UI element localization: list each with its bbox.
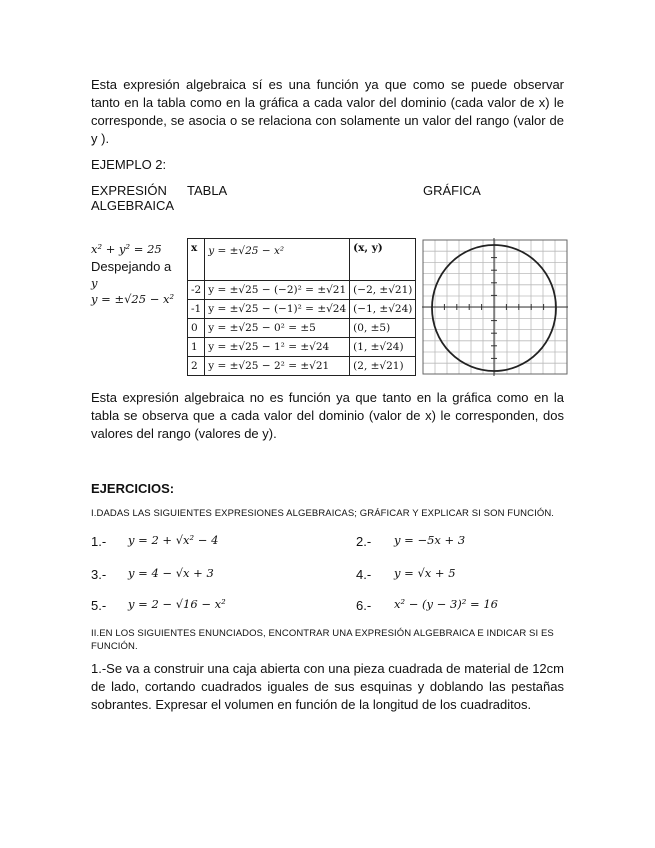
table-cell-y: y = ±√25 − 0² = ±5: [205, 319, 350, 338]
exercise-number: 3.-: [91, 567, 107, 582]
section-2-instructions: II.EN LOS SIGUIENTES ENUNCIADOS, ENCONTRAR UNA EXPRESIÓN ALGEBRAICA E INDICAR SI ES FUNCIÓN.: [91, 628, 554, 652]
table-cell-x: 0: [188, 319, 205, 338]
table-cell-point: (0, ±5): [350, 319, 416, 338]
solved-expression: y = ±√25 − x²: [91, 292, 175, 306]
paragraph-not-function: Esta expresión algebraica no es función ya que tanto en la gráfica como en la tabla se observa que a cada valor del dominio (valor de x) le corresponden, dos valores del rango (valores de y).: [91, 390, 564, 441]
exercise-number: 4.-: [356, 567, 372, 582]
table-row: [188, 338, 416, 357]
table-cell-x: -2: [188, 281, 205, 300]
table-cell-x: 1: [188, 338, 205, 357]
section-1-instructions: I.DADAS LAS SIGUIENTES EXPRESIONES ALGEBRAICAS; GRÁFICAR Y EXPLICAR SI SON FUNCIÓN.: [91, 508, 555, 519]
table-cell-y: y = ±√25 − 2² = ±√21: [205, 357, 350, 376]
header-expression: EXPRESIÓN: [91, 183, 167, 198]
solve-variable: y: [91, 276, 98, 290]
table-row: [188, 319, 416, 338]
table-row: [188, 300, 416, 319]
header-algebraic: ALGEBRAICA: [91, 198, 175, 213]
table-header-x: x: [188, 239, 205, 281]
solve-label: Despejando a: [91, 259, 172, 274]
example-title: EJEMPLO 2:: [91, 157, 167, 172]
exercises-title: EJERCICIOS:: [91, 481, 175, 496]
problem-1-text: 1.-Se va a construir una caja abierta con una pieza cuadrada de material de 12cm de lado, cortando cuadrados iguales de sus esquinas y doblando las pestañas sobrantes. Expresar el volumen en función de la longitud de los cuadraditos.: [91, 661, 564, 712]
table-cell-point: (1, ±√24): [350, 338, 416, 357]
exercise-expression: x² − (y − 3)² = 16: [394, 597, 498, 611]
table-row: [188, 357, 416, 376]
table-header-row: [188, 239, 416, 281]
circle-graph: [422, 238, 568, 376]
value-table: [187, 238, 416, 376]
exercise-expression: y = √x + 5: [394, 566, 456, 580]
expression-equation: x² + y² = 25: [91, 242, 162, 256]
table-cell-point: (2, ±√21): [350, 357, 416, 376]
table-cell-point: (−2, ±√21): [350, 281, 416, 300]
table-cell-y: y = ±√25 − 1² = ±√24: [205, 338, 350, 357]
table-cell-y: y = ±√25 − (−1)² = ±√24: [205, 300, 350, 319]
exercise-number: 6.-: [356, 598, 372, 613]
exercise-expression: y = 4 − √x + 3: [128, 566, 214, 580]
table-cell-x: -1: [188, 300, 205, 319]
header-table: TABLA: [187, 183, 228, 198]
table-row: [188, 281, 416, 300]
exercise-expression: y = −5x + 3: [394, 533, 466, 547]
exercise-number: 5.-: [91, 598, 107, 613]
paragraph-function-explanation: Esta expresión algebraica sí es una función ya que como se puede observar tanto en la tabla como en la gráfica a cada valor del dominio (cada valor de x) le corresponde, se asocia o se relaciona con solamente un valor del rango (valor de y ).: [91, 77, 564, 146]
table-cell-x: 2: [188, 357, 205, 376]
exercise-expression: y = 2 + √x² − 4: [128, 533, 219, 547]
header-graph: GRÁFICA: [423, 183, 481, 198]
exercise-number: 1.-: [91, 534, 107, 549]
exercise-expression: y = 2 − √16 − x²: [128, 597, 226, 611]
exercise-number: 2.-: [356, 534, 372, 549]
table-header-y: y = ±√25 − x²: [205, 239, 350, 281]
table-cell-point: (−1, ±√24): [350, 300, 416, 319]
table-header-xy: (x, y): [350, 239, 416, 281]
table-cell-y: y = ±√25 − (−2)² = ±√21: [205, 281, 350, 300]
